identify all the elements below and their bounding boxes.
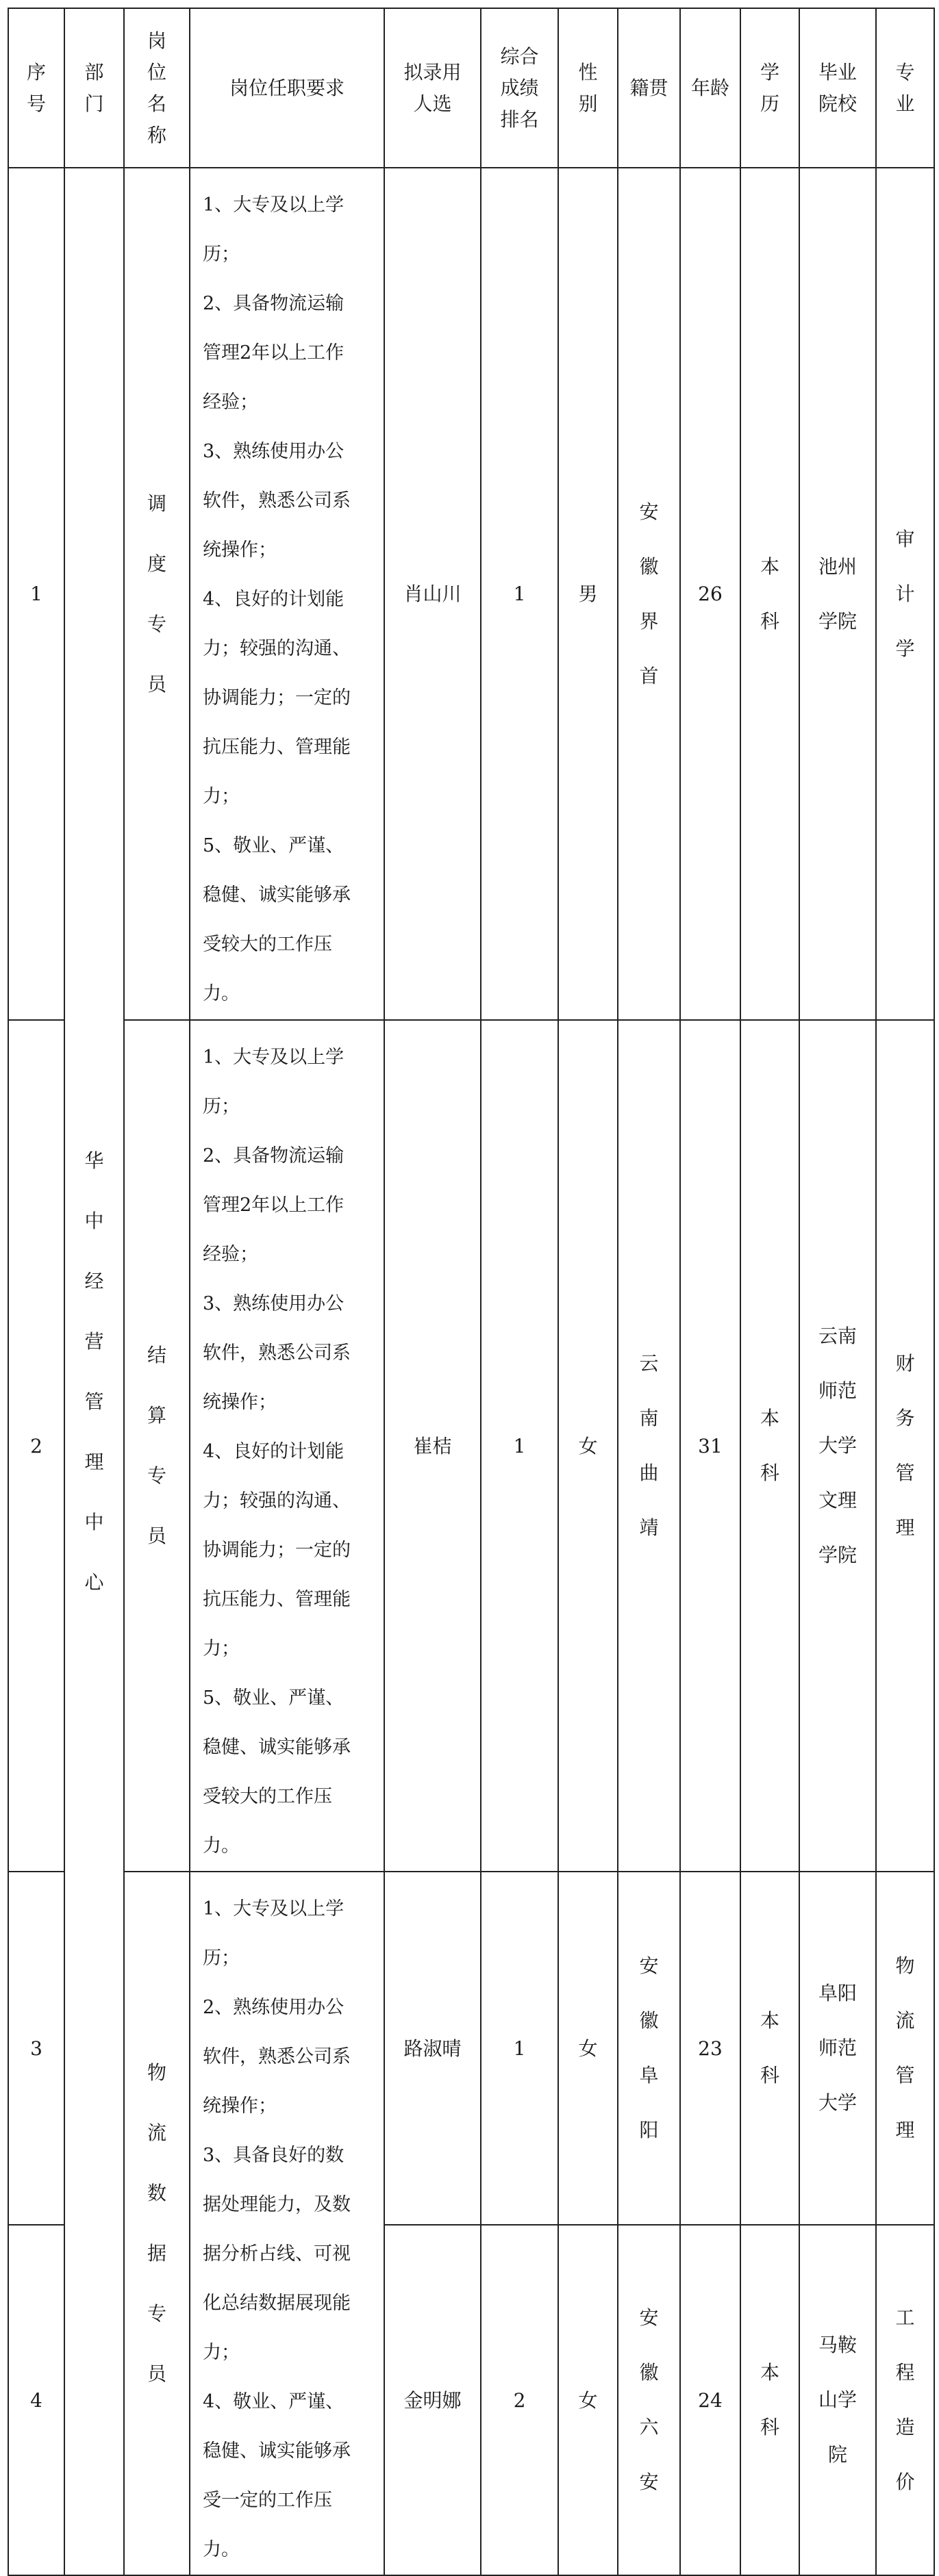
school-cell: 阜阳 师范 大学: [799, 1872, 876, 2225]
age-cell: 31: [680, 1020, 740, 1872]
post-name-cell: 物 流 数 据 专 员: [124, 1872, 190, 2575]
header-major: 专 业: [876, 8, 934, 168]
major-cell: 物 流 管 理: [876, 1872, 934, 2225]
major-cell: 审 计 学: [876, 168, 934, 1020]
candidate-cell: 肖山川: [384, 168, 481, 1020]
seq-cell: 2: [8, 1020, 64, 1872]
rank-cell: 1: [481, 168, 558, 1020]
origin-cell: 安 徽 界 首: [618, 168, 680, 1020]
education-cell: 本 科: [740, 2225, 799, 2575]
age-cell: 26: [680, 168, 740, 1020]
seq-cell: 3: [8, 1872, 64, 2225]
gender-cell: 女: [558, 2225, 618, 2575]
department-cell: 华 中 经 营 管 理 中 心: [64, 168, 124, 2575]
origin-cell: 云 南 曲 靖: [618, 1020, 680, 1872]
school-cell: 马鞍 山学 院: [799, 2225, 876, 2575]
seq-cell: 1: [8, 168, 64, 1020]
header-age: 年龄: [680, 8, 740, 168]
major-cell: 财 务 管 理: [876, 1020, 934, 1872]
header-school: 毕业 院校: [799, 8, 876, 168]
requirements-cell: 1、大专及以上学 历； 2、熟练使用办公 软件，熟悉公司系 统操作； 3、具备良好的数 据处理能力，及数 据分析占线、可视 化总结数据展现能 力； 4、敬业、严谨、 稳健、诚实能够承 受一定的工作压 力。: [190, 1872, 384, 2575]
origin-cell: 安 徽 阜 阳: [618, 1872, 680, 2225]
table-row: [8, 1872, 934, 2225]
table-row: [8, 168, 934, 1020]
post-name-cell: 结 算 专 员: [124, 1020, 190, 1872]
header-gender: 性 别: [558, 8, 618, 168]
education-cell: 本 科: [740, 1872, 799, 2225]
requirements-cell: 1、大专及以上学 历； 2、具备物流运输 管理2年以上工作 经验； 3、熟练使用办公 软件，熟悉公司系 统操作； 4、良好的计划能 力；较强的沟通、 协调能力；一定的 抗压能力、管理能 力； 5、敬业、严谨、 稳健、诚实能够承 受较大的工作压 力。: [190, 1020, 384, 1872]
gender-cell: 女: [558, 1020, 618, 1872]
education-cell: 本 科: [740, 1020, 799, 1872]
origin-cell: 安 徽 六 安: [618, 2225, 680, 2575]
candidate-cell: 崔桔: [384, 1020, 481, 1872]
age-cell: 24: [680, 2225, 740, 2575]
header-row: [8, 8, 934, 168]
header-post: 岗 位 名 称: [124, 8, 190, 168]
gender-cell: 女: [558, 1872, 618, 2225]
rank-cell: 2: [481, 2225, 558, 2575]
rank-cell: 1: [481, 1020, 558, 1872]
header-seq: 序 号: [8, 8, 64, 168]
gender-cell: 男: [558, 168, 618, 1020]
header-requirements: 岗位任职要求: [190, 8, 384, 168]
rank-cell: 1: [481, 1872, 558, 2225]
header-origin: 籍贯: [618, 8, 680, 168]
candidate-cell: 路淑晴: [384, 1872, 481, 2225]
hiring-roster-table: [8, 8, 935, 2576]
header-education: 学 历: [740, 8, 799, 168]
table-row: [8, 1020, 934, 1872]
header-candidate: 拟录用 人选: [384, 8, 481, 168]
school-cell: 云南 师范 大学 文理 学院: [799, 1020, 876, 1872]
age-cell: 23: [680, 1872, 740, 2225]
header-rank: 综合 成绩 排名: [481, 8, 558, 168]
major-cell: 工 程 造 价: [876, 2225, 934, 2575]
requirements-cell: 1、大专及以上学 历； 2、具备物流运输 管理2年以上工作 经验； 3、熟练使用办公 软件，熟悉公司系 统操作； 4、良好的计划能 力；较强的沟通、 协调能力；一定的 抗压能力、管理能 力； 5、敬业、严谨、 稳健、诚实能够承 受较大的工作压 力。: [190, 168, 384, 1020]
education-cell: 本 科: [740, 168, 799, 1020]
school-cell: 池州 学院: [799, 168, 876, 1020]
seq-cell: 4: [8, 2225, 64, 2575]
candidate-cell: 金明娜: [384, 2225, 481, 2575]
header-dept: 部 门: [64, 8, 124, 168]
post-name-cell: 调 度 专 员: [124, 168, 190, 1020]
